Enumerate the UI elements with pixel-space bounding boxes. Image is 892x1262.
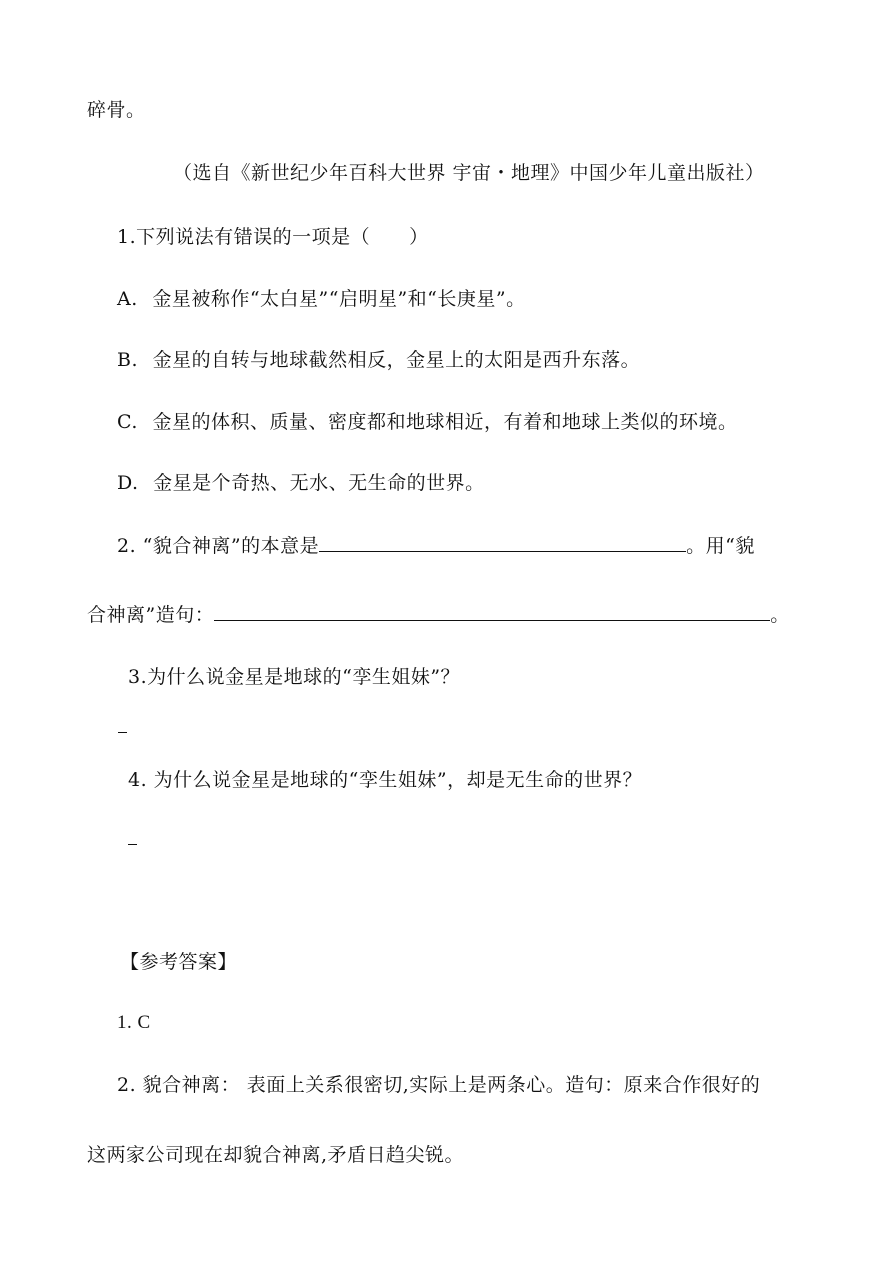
question-1-stem: 1.下列说法有错误的一项是（ ） [117,226,429,248]
source-citation: （选自《新世纪少年百科大世界 宇宙・地理》中国少年儿童出版社） [173,162,765,184]
question-2-line-1 [117,533,755,558]
answer-line-short[interactable] [128,844,137,845]
question-2-text: 合神离”造句： [87,604,215,626]
passage-end: 碎骨。 [87,99,146,121]
option-b [117,348,640,372]
answer-blank[interactable] [319,533,686,552]
option-text: 金星的自转与地球截然相反，金星上的太阳是西升东落。 [152,349,641,371]
question-4-stem: 4. 为什么说金星是地球的“孪生姐妹”，却是无生命的世界？ [128,769,643,791]
question-3-stem: 3.为什么说金星是地球的“孪生姐妹”？ [128,666,461,688]
option-d [117,471,485,495]
answer-line-short[interactable] [118,732,127,733]
option-text: 金星是个奇热、无水、无生命的世界。 [153,472,485,494]
answer-2-line-1: 2. 貌合神离： 表面上关系很密切,实际上是两条心。造句：原来合作很好的 [117,1074,761,1096]
sentence-blank[interactable] [214,602,770,621]
question-2-text: 2. “貌合神离”的本意是 [117,535,320,557]
question-2-line-2 [87,602,790,627]
option-text: 金星的体积、质量、密度都和地球相近，有着和地球上类似的环境。 [152,411,738,433]
option-letter: C. [117,411,138,433]
answer-1: 1. C [117,1012,151,1033]
option-c [117,410,737,434]
question-2-text: 。 [770,604,790,626]
answer-2-line-2: 这两家公司现在却貌合神离,矛盾日趋尖锐。 [87,1144,465,1166]
option-text: 金星被称作“太白星”“启明星”和“长庚星”。 [152,288,526,310]
option-letter: B. [117,349,139,371]
answer-heading: 【参考答案】 [120,951,238,973]
option-a [117,287,526,311]
option-letter: D. [117,472,139,494]
option-letter: A. [117,288,138,310]
question-2-text: 。用“貌 [686,535,755,557]
